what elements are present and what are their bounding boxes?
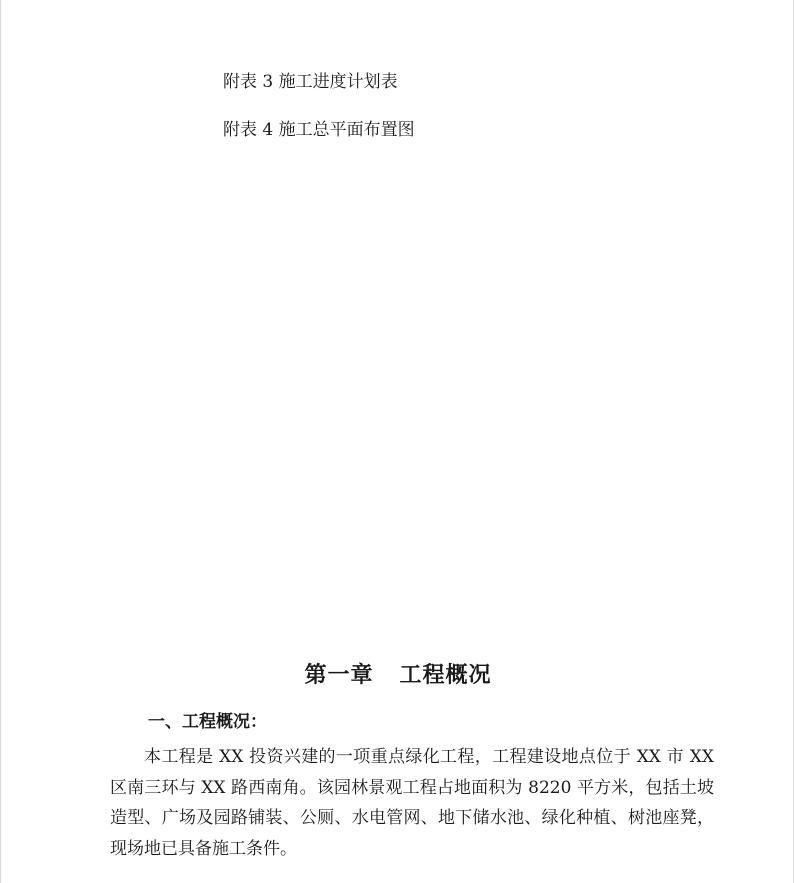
body-paragraph: 本工程是 XX 投资兴建的一项重点绿化工程，工程建设地点位于 XX 市 XX 区南三环与 XX 路西南角。该园林景观工程占地面积为 8220 平方米，包括土坡造型、广场及园路铺装、公厕、水电管网、地下储水池、绿化种植、树池座凳，现场地已具备施工条件。 bbox=[110, 747, 714, 859]
section-heading: 一、工程概况： bbox=[148, 712, 267, 732]
appendix-item-4: 附表 4 施工总平面布置图 bbox=[223, 120, 415, 140]
chapter-title: 第一章 工程概况 bbox=[304, 663, 492, 688]
appendix-item-3: 附表 3 施工进度计划表 bbox=[223, 72, 398, 92]
